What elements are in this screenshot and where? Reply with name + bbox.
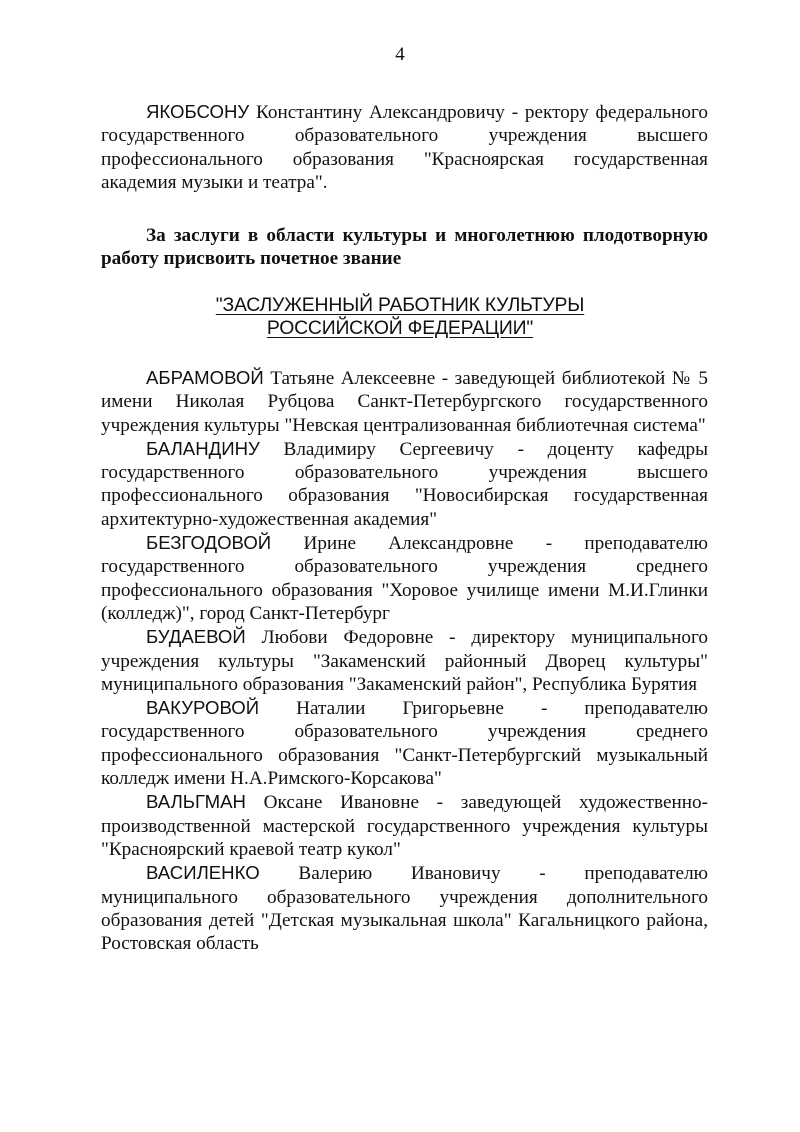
recipient-surname: БУДАЕВОЙ: [146, 626, 246, 648]
entry-paragraph: [101, 790, 708, 861]
recipient-surname: АБРАМОВОЙ: [146, 367, 264, 388]
page-number: 4: [395, 44, 405, 65]
decree-paragraph: [101, 224, 708, 271]
recipient-details: Константину Александровичу - ректору федерального государственного образовательного учреждения высшего профессионального образования "Красноярская государственная академия музыки и театра".: [101, 102, 708, 193]
entry-paragraph: [101, 366, 708, 437]
recipient-surname: ЯКОБСОНУ: [146, 101, 250, 122]
award-list: [101, 366, 708, 955]
honorary-title: [0, 294, 800, 340]
entry-paragraph: [101, 437, 708, 531]
recipient-surname: ВАЛЬГМАН: [146, 791, 246, 813]
award-entry: [101, 696, 708, 790]
entry-paragraph: [101, 625, 708, 696]
honorary-title-line-2: РОССИЙСКОЙ ФЕДЕРАЦИИ": [266, 317, 534, 339]
recipient-details: Владимиру Сергеевичу - доценту кафедры государственного образовательного учреждения высшего профессионального образования "Новосибирская государственная архитектурно-художественная академия": [101, 438, 708, 530]
entry-paragraph: [101, 696, 708, 790]
award-entry: [101, 531, 708, 625]
recipient-details: Ирине Александровне - преподавателю государственного образовательного учреждения среднего профессионального образования "Хоровое училище имени М.И.Глинки (колледж)", город Санкт-Петербург: [101, 533, 708, 624]
recipient-surname: БЕЗГОДОВОЙ: [146, 532, 272, 554]
entry-paragraph: [101, 100, 708, 194]
award-entry: [101, 437, 708, 531]
recipient-details: Оксане Ивановне - заведующей художественно-производственной мастерской государственного учреждения культуры "Красноярский краевой театр кукол": [101, 792, 708, 860]
award-entry: [101, 366, 708, 437]
recipient-surname: ВАКУРОВОЙ: [146, 697, 260, 719]
entry-paragraph: [101, 861, 708, 955]
recipient-details: Наталии Григорьевне - преподавателю государственного образовательного учреждения среднего профессионального образования "Санкт-Петербургский музыкальный колледж имени Н.А.Римского-Корсакова": [101, 698, 708, 790]
recipient-surname: БАЛАНДИНУ: [146, 437, 260, 459]
recipient-details: Татьяне Алексеевне - заведующей библиотекой № 5 имени Николая Рубцова Санкт-Петербургского государственного учреждения культуры "Невская централизованная библиотечная система": [101, 368, 708, 436]
recipient-details: Валерию Ивановичу - преподавателю муниципального образовательного учреждения дополнительного образования детей "Детская музыкальная школа" Кагальницкого района, Ростовская область: [101, 863, 708, 955]
decree-text: За заслуги в области культуры и многолетнюю плодотворную работу присвоить почетное звание: [101, 225, 708, 270]
award-entry: [101, 100, 708, 194]
award-entry: [101, 861, 708, 955]
honorary-title-line-1: "ЗАСЛУЖЕННЫЙ РАБОТНИК КУЛЬТУРЫ: [215, 294, 585, 316]
award-entry: [101, 625, 708, 696]
entry-paragraph: [101, 531, 708, 625]
recipient-surname: ВАСИЛЕНКО: [146, 862, 260, 884]
recipient-details: Любови Федоровне - директору муниципального учреждения культуры "Закаменский районный Дворец культуры" муниципального образования "Закаменский район", Республика Бурятия: [101, 627, 708, 695]
award-entry: [101, 790, 708, 861]
